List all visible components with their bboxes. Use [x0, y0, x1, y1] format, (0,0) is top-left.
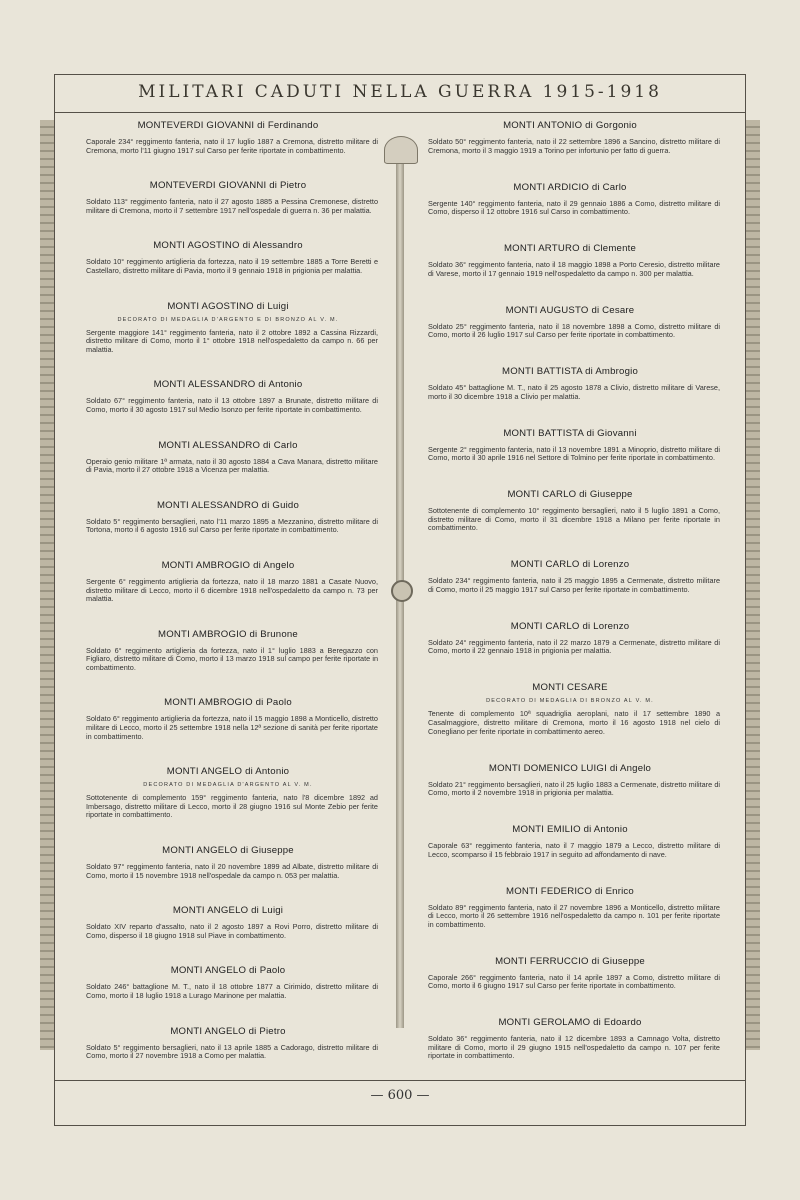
casualty-entry — [78, 120, 378, 155]
casualty-description: Caporale 234° reggimento fanteria, nato il 17 luglio 1887 a Cremona, distretto militare di Cremona, morto l'11 giugno 1917 sul Carso per ferite riportate in combattimento. — [86, 137, 378, 155]
casualty-entry — [420, 682, 720, 736]
casualty-name: MONTI ANGELO di Luigi — [172, 905, 284, 917]
casualty-description: Soldato 6° reggimento artiglieria da fortezza, nato il 15 maggio 1898 a Monticello, distretto militare di Lecco, morto il 25 settembre 1918 nella 12ª sezione di sanità per ferite riportate in combattimento. — [86, 714, 378, 741]
casualty-description: Sottotenente di complemento 159° reggimento fanteria, nato l'8 dicembre 1892 ad Imbersago, distretto militare di Lecco, morto il 28 giugno 1916 sul Monte Zebio per ferite riportate in combattimento. — [86, 793, 378, 820]
casualty-entry — [78, 240, 378, 275]
casualty-description: Caporale 63° reggimento fanteria, nato il 7 maggio 1879 a Lecco, distretto militare di Lecco, scomparso il 15 febbraio 1917 in seguito ad affondamento di nave. — [428, 841, 720, 859]
casualty-entry — [78, 845, 378, 880]
casualty-entry — [78, 629, 378, 673]
casualty-name: MONTI ALESSANDRO di Guido — [156, 499, 300, 511]
casualty-name: MONTI GEROLAMO di Edoardo — [498, 1017, 642, 1029]
casualty-description: Caporale 266° reggimento fanteria, nato il 14 aprile 1897 a Como, distretto militare di Como, morto il 6 giugno 1917 sul Carso per ferite riportate in combattimento. — [428, 972, 720, 991]
casualty-entry — [78, 697, 378, 741]
casualty-name: MONTI CARLO di Giuseppe — [507, 489, 633, 501]
casualty-name: MONTI CARLO di Lorenzo — [510, 559, 630, 571]
casualty-name: MONTI AGOSTINO di Alessandro — [153, 240, 303, 252]
casualty-description: Soldato 5° reggimento bersaglieri, nato il 13 aprile 1885 a Cadorago, distretto militare di Como, morto il 27 novembre 1918 a Como per malattia. — [86, 1042, 378, 1061]
casualty-entry — [420, 489, 720, 533]
casualty-entry — [78, 1026, 378, 1061]
footer-rule — [54, 1080, 746, 1081]
casualty-name: MONTI AUGUSTO di Cesare — [505, 304, 635, 316]
header-rule — [54, 112, 746, 113]
page-number: — 600 — — [370, 1088, 430, 1103]
casualty-entry — [78, 500, 378, 535]
casualty-description: Soldato 246° battaglione M. T., nato il 18 ottobre 1877 a Cirimido, distretto militare di Como, morto il 18 luglio 1918 a Lurago Marinone per malattia. — [86, 982, 378, 1000]
casualty-entry — [420, 182, 720, 217]
casualty-description: Soldato 89° reggimento fanteria, nato il 27 novembre 1896 a Monticello, distretto militare di Lecco, morto il 26 settembre 1916 nell'ospedaletto da campo n. 101 per ferite riportate in combattimento. — [428, 902, 720, 929]
casualty-description: Sottotenente di complemento 10° reggimento bersaglieri, nato il 5 luglio 1891 a Como, distretto militare di Como, morto il 31 dicembre 1918 a Milano per ferite riportate in combattimento. — [428, 506, 720, 533]
casualty-name: MONTI DOMENICO LUIGI di Angelo — [488, 762, 652, 774]
casualty-entry — [420, 824, 720, 859]
casualty-description: Soldato 36° reggimento fanteria, nato il 12 dicembre 1893 a Camnago Volta, distretto militare di Como, morto il 29 giugno 1915 nell'ospedaletto da campo n. 107 per ferite riportate in combattimento. — [428, 1034, 720, 1061]
casualty-description: Soldato 45° battaglione M. T., nato il 25 agosto 1878 a Clivio, distretto militare di Varese, morto il 30 dicembre 1918 a Clivio per malattia. — [428, 383, 720, 401]
casualty-name: MONTI AGOSTINO di Luigi — [167, 300, 289, 312]
casualty-description: Sergente 140° reggimento fanteria, nato il 29 gennaio 1886 a Como, distretto militare di Como, disperso il 12 ottobre 1916 sul Carso in combattimento. — [428, 198, 720, 217]
left-ornamental-pillar — [40, 120, 54, 1050]
right-ornamental-pillar — [746, 120, 760, 1050]
rosette-icon — [391, 580, 413, 602]
casualty-entry — [420, 305, 720, 340]
casualty-name: MONTI AMBROGIO di Paolo — [164, 697, 292, 709]
casualty-description: Soldato 6° reggimento artiglieria da fortezza, nato il 1° luglio 1883 a Beregazzo con Figliaro, distretto militare di Como, morto il 13 marzo 1918 sul campo per ferite riportate in combattimento. — [86, 645, 378, 672]
casualty-entry — [78, 379, 378, 414]
casualty-entry — [420, 366, 720, 401]
casualty-description: Soldato 21° reggimento bersaglieri, nato il 25 luglio 1883 a Cermenate, distretto militare di Como, morto il 2 novembre 1918 in prigionia per malattia. — [428, 779, 720, 798]
casualty-description: Soldato 5° reggimento bersaglieri, nato l'11 marzo 1895 a Mezzanino, distretto militare di Tortona, morto il 6 agosto 1916 sul Carso per ferite riportate in combattimento. — [86, 516, 378, 535]
casualty-entry — [78, 440, 378, 475]
casualty-description: Soldato 10° reggimento artiglieria da fortezza, nato il 19 settembre 1885 a Torre Beretti e Castellaro, distretto militare di Pavia, morto il 9 gennaio 1918 in prigionia per malattia. — [86, 257, 378, 275]
casualty-entry — [420, 243, 720, 278]
casualty-name: MONTI ANGELO di Paolo — [170, 965, 286, 977]
casualty-entry — [78, 301, 378, 355]
casualty-description: Operaio genio militare 1ª armata, nato il 30 agosto 1884 a Cava Manara, distretto militare di Pavia, morto il 27 ottobre 1918 a Vicenza per malattia. — [86, 456, 378, 475]
casualty-name: MONTI AMBROGIO di Angelo — [161, 559, 295, 571]
casualty-name: MONTI ALESSANDRO di Carlo — [158, 439, 298, 451]
casualty-description: Soldato 97° reggimento fanteria, nato il 20 novembre 1899 ad Albate, distretto militare di Como, morto il 15 novembre 1918 nell'ospedale da campo n. 053 per malattia. — [86, 862, 378, 880]
decoration-note: DECORATO DI MEDAGLIA DI BRONZO AL V. M. — [486, 698, 654, 705]
casualty-name: MONTI ANGELO di Antonio — [166, 766, 290, 778]
casualty-name: MONTI CESARE — [532, 682, 608, 694]
casualty-description: Soldato 36° reggimento fanteria, nato il 18 maggio 1898 a Porto Ceresio, distretto militare di Varese, morto il 17 gennaio 1919 nell'ospedaletto da campo n. 300 per malattia. — [428, 260, 720, 278]
casualty-entry — [420, 559, 720, 594]
casualty-entry — [78, 766, 378, 820]
casualty-name: MONTI ANGELO di Giuseppe — [162, 845, 294, 857]
torch-flame-icon — [384, 136, 418, 164]
casualty-name: MONTI ANGELO di Pietro — [170, 1025, 286, 1037]
casualty-description: Soldato XIV reparto d'assalto, nato il 2 agosto 1897 a Rovi Porro, distretto militare di Como, disperso il 18 giugno 1918 sul Piave in combattimento. — [86, 922, 378, 940]
decoration-note: DECORATO DI MEDAGLIA D'ARGENTO E DI BRONZO AL V. M. — [117, 316, 339, 323]
casualty-description: Soldato 67° reggimento fanteria, nato il 13 ottobre 1897 a Brunate, distretto militare di Como, morto il 30 agosto 1917 sul Medio Isonzo per ferite riportate in combattimento. — [86, 396, 378, 414]
casualty-name: MONTEVERDI GIOVANNI di Ferdinando — [137, 120, 319, 131]
casualty-name: MONTI FEDERICO di Enrico — [506, 885, 634, 897]
casualty-name: MONTI FERRUCCIO di Giuseppe — [495, 955, 645, 967]
casualty-description: Tenente di complemento 10ª squadriglia aeroplani, nato il 17 settembre 1890 a Casalmaggiore, distretto militare di Cremona, morto il 16 agosto 1918 nel cielo di Conegliano per ferite riportate in combattimento aereo. — [428, 709, 720, 736]
casualty-name: MONTI ANTONIO di Gorgonio — [503, 120, 637, 131]
casualty-description: Sergente 2° reggimento fanteria, nato il 13 novembre 1891 a Minoprio, distretto militare di Como, morto il 30 aprile 1916 nel Settore di Tolmino per ferite riportate in combattimento. — [428, 444, 720, 463]
casualty-entry — [78, 560, 378, 604]
casualty-entry — [420, 428, 720, 463]
right-column — [420, 120, 720, 1061]
casualty-description: Soldato 25° reggimento fanteria, nato il 18 novembre 1898 a Como, distretto militare di Como, morto il 26 luglio 1917 sul Carso per ferite riportate in combattimento. — [428, 321, 720, 340]
casualty-name: MONTI AMBROGIO di Brunone — [158, 628, 298, 640]
casualty-entry — [420, 763, 720, 798]
casualty-name: MONTEVERDI GIOVANNI di Pietro — [149, 180, 307, 192]
casualty-entry — [420, 886, 720, 930]
casualty-entry — [78, 180, 378, 215]
casualty-name: MONTI ALESSANDRO di Antonio — [153, 379, 303, 391]
left-column — [78, 120, 378, 1061]
casualty-entry — [78, 965, 378, 1000]
casualty-name: MONTI BATTISTA di Giovanni — [503, 427, 637, 439]
decoration-note: DECORATO DI MEDAGLIA D'ARGENTO AL V. M. — [143, 782, 313, 789]
casualty-description: Sergente 6° reggimento artiglieria da fortezza, nato il 18 marzo 1881 a Casate Nuovo, distretto militare di Lecco, morto il 6 dicembre 1918 nell'ospedaletto da campo n. 73 per malattia. — [86, 576, 378, 604]
casualty-entry — [420, 621, 720, 656]
casualty-description: Soldato 234° reggimento fanteria, nato il 25 maggio 1895 a Cermenate, distretto militare di Como, morto il 25 maggio 1917 sul Carso per ferite riportate in combattimento. — [428, 576, 720, 594]
casualty-description: Soldato 50° reggimento fanteria, nato il 22 settembre 1896 a Sancino, distretto militare di Cremona, morto il 3 maggio 1919 a Torino per infortunio per fatto di guerra. — [428, 137, 720, 155]
casualty-name: MONTI ARTURO di Clemente — [503, 243, 637, 255]
casualty-name: MONTI EMILIO di Antonio — [512, 824, 628, 836]
page-header: MILITARI CADUTI NELLA GUERRA 1915-1918 — [138, 82, 662, 102]
casualty-description: Sergente maggiore 141° reggimento fanteria, nato il 2 ottobre 1892 a Cassina Rizzardi, distretto militare di Como, morto il 1° ottobre 1918 nell'ospedaletto da campo n. 66 per malattia. — [86, 327, 378, 354]
casualty-entry — [420, 956, 720, 991]
casualty-entry — [420, 1017, 720, 1061]
casualty-name: MONTI BATTISTA di Ambrogio — [502, 366, 638, 378]
casualty-name: MONTI ARDICIO di Carlo — [513, 181, 627, 193]
casualty-description: Soldato 24° reggimento fanteria, nato il 22 marzo 1879 a Cermenate, distretto militare di Como, morto il 22 gennaio 1918 in prigionia per malattia. — [428, 637, 720, 656]
casualty-description: Soldato 113° reggimento fanteria, nato il 27 agosto 1885 a Pessina Cremonese, distretto militare di Cremona, morto il 7 settembre 1917 nell'ospedale di guerra n. 36 per malattia. — [86, 197, 378, 215]
casualty-entry — [420, 120, 720, 155]
casualty-name: MONTI CARLO di Lorenzo — [510, 620, 630, 632]
casualty-entry — [78, 905, 378, 940]
